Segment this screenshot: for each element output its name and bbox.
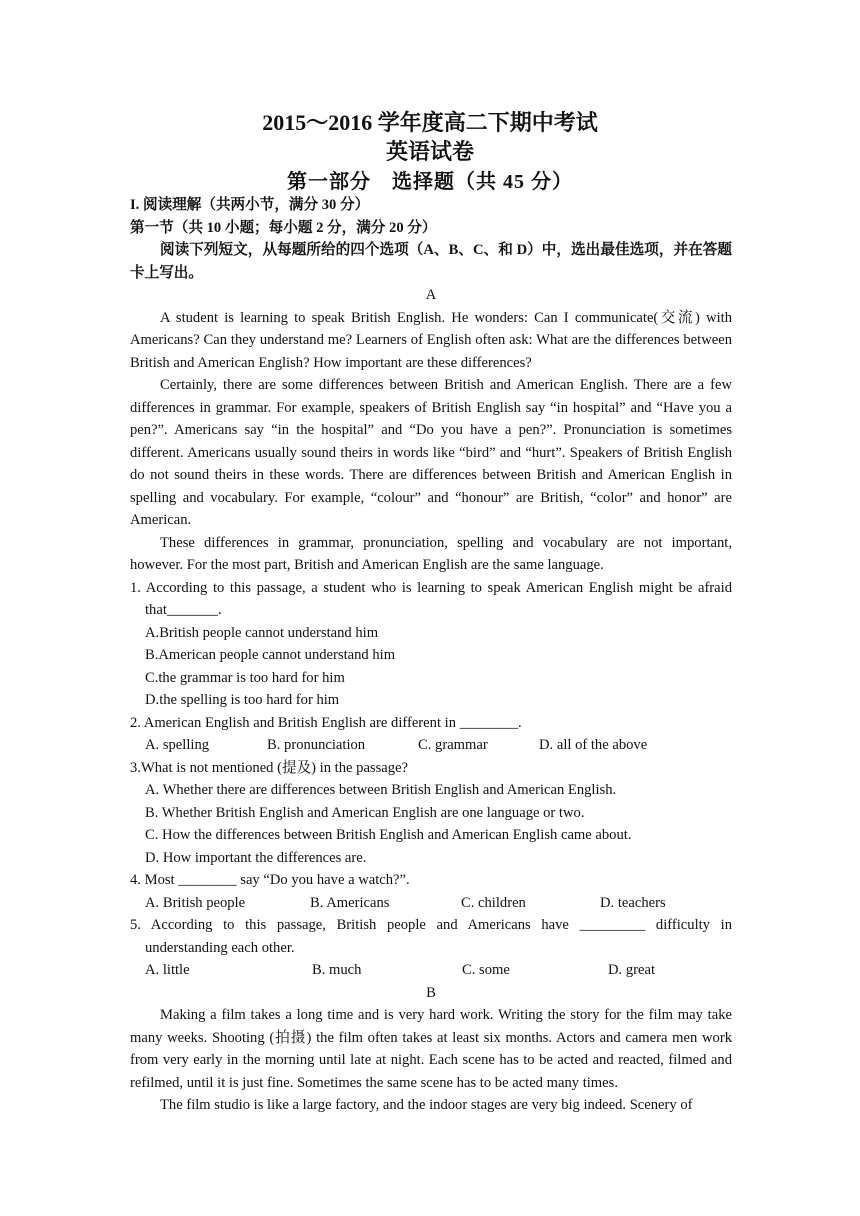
question-4-option-a: A. British people — [145, 894, 246, 911]
passage-a-label: A — [425, 287, 437, 303]
question-1-option-b: B.American people cannot understand him — [145, 647, 396, 663]
section-heading: I. 阅读理解（共两小节，满分 30 分） — [130, 197, 370, 213]
question-5-stem: 5. According to this passage, British people and Americans have _________ difficulty in understanding each other. — [130, 917, 732, 956]
question-1-option-a: A.British people cannot understand him — [145, 624, 379, 641]
question-2-option-d: D. all of the above — [539, 737, 648, 753]
question-4-options — [130, 892, 732, 915]
question-5-option-a: A. little — [145, 962, 190, 978]
question-3-option-b: B. Whether British English and American English are one language or two. — [145, 804, 585, 821]
exam-body — [130, 194, 732, 1117]
passage-b-paragraph-2: The film studio is like a large factory, and the indoor stages are very big indeed. Scenery of — [160, 1097, 693, 1113]
passage-b-label: B — [426, 984, 436, 1001]
question-5-option-b: B. much — [312, 962, 362, 978]
question-3-stem: 3.What is not mentioned (提及) in the passage? — [130, 759, 409, 776]
exam-subject: 英语试卷 — [385, 139, 474, 164]
question-3-option-d: D. How important the differences are. — [145, 849, 367, 866]
question-4-stem: 4. Most ________ say “Do you have a watch?”. — [130, 872, 410, 888]
question-2-options — [130, 734, 732, 757]
question-5-options — [130, 959, 732, 982]
passage-a-paragraph-1: A student is learning to speak British English. He wonders: Can I communicate(交流) with Americans? Can they understand me? Learners of English often ask: What are the differences between British and American English? How important are these differences? — [130, 309, 732, 371]
passage-a-paragraph-3: These differences in grammar, pronunciation, spelling and vocabulary are not important, however. For the most part, British and American English are the same language. — [130, 534, 732, 573]
section-subheading: 第一节（共 10 小题；每小题 2 分，满分 20 分） — [130, 219, 437, 236]
passage-b-paragraph-1: Making a film takes a long time and is very hard work. Writing the story for the film may take many weeks. Shooting (拍摄) the film often takes at least six months. Actors and camera men work from very early in the morning until late at night. Each scene has to be acted and reacted, filmed and refilmed, until it is just fine. Sometimes the same scene has to be acted many times. — [130, 1007, 732, 1091]
question-1-option-d: D.the spelling is too hard for him — [145, 692, 340, 708]
question-4-option-c: C. children — [461, 894, 526, 911]
question-5-option-c: C. some — [462, 962, 510, 978]
question-2-option-b: B. pronunciation — [267, 737, 366, 753]
passage-a-paragraph-2: Certainly, there are some differences between British and American English. There are a few differences in grammar. For example, speakers of British English say “in hospital” and “Have you a pen?”. Americans say “in the hospital” and “Do you have a pen?”. Pronunciation is sometimes different. Americans usually sound theirs in words like “bird” and “hurt”. Speakers of British English do not sound theirs in these words. There are differences between British and American English in spelling and vocabulary. For example, “colour” and “honour” are British, “color” and honor” are American. — [130, 377, 732, 528]
question-4-option-b: B. Americans — [310, 894, 390, 911]
question-3-option-a: A. Whether there are differences between British English and American English. — [145, 782, 617, 798]
question-4-option-d: D. teachers — [600, 894, 666, 911]
question-2-stem: 2. American English and British English are different in ________. — [130, 714, 522, 731]
question-2-option-c: C. grammar — [418, 737, 488, 753]
question-3-option-c: C. How the differences between British English and American English came about. — [145, 827, 632, 843]
question-1-option-c: C.the grammar is too hard for him — [145, 669, 345, 686]
question-1-stem: 1. According to this passage, a student who is learning to speak American English might be afraid that_______. — [130, 579, 732, 618]
instructions: 阅读下列短文，从每题所给的四个选项（A、B、C、和 D）中，选出最佳选项，并在答题卡上写出。 — [130, 242, 732, 281]
question-2-option-a: A. spelling — [145, 737, 210, 753]
part-heading: 第一部分 选择题（共 45 分） — [287, 171, 573, 193]
question-5-option-d: D. great — [608, 962, 656, 978]
exam-title: 2015～2016 学年度高二下期中考试 — [262, 110, 598, 135]
